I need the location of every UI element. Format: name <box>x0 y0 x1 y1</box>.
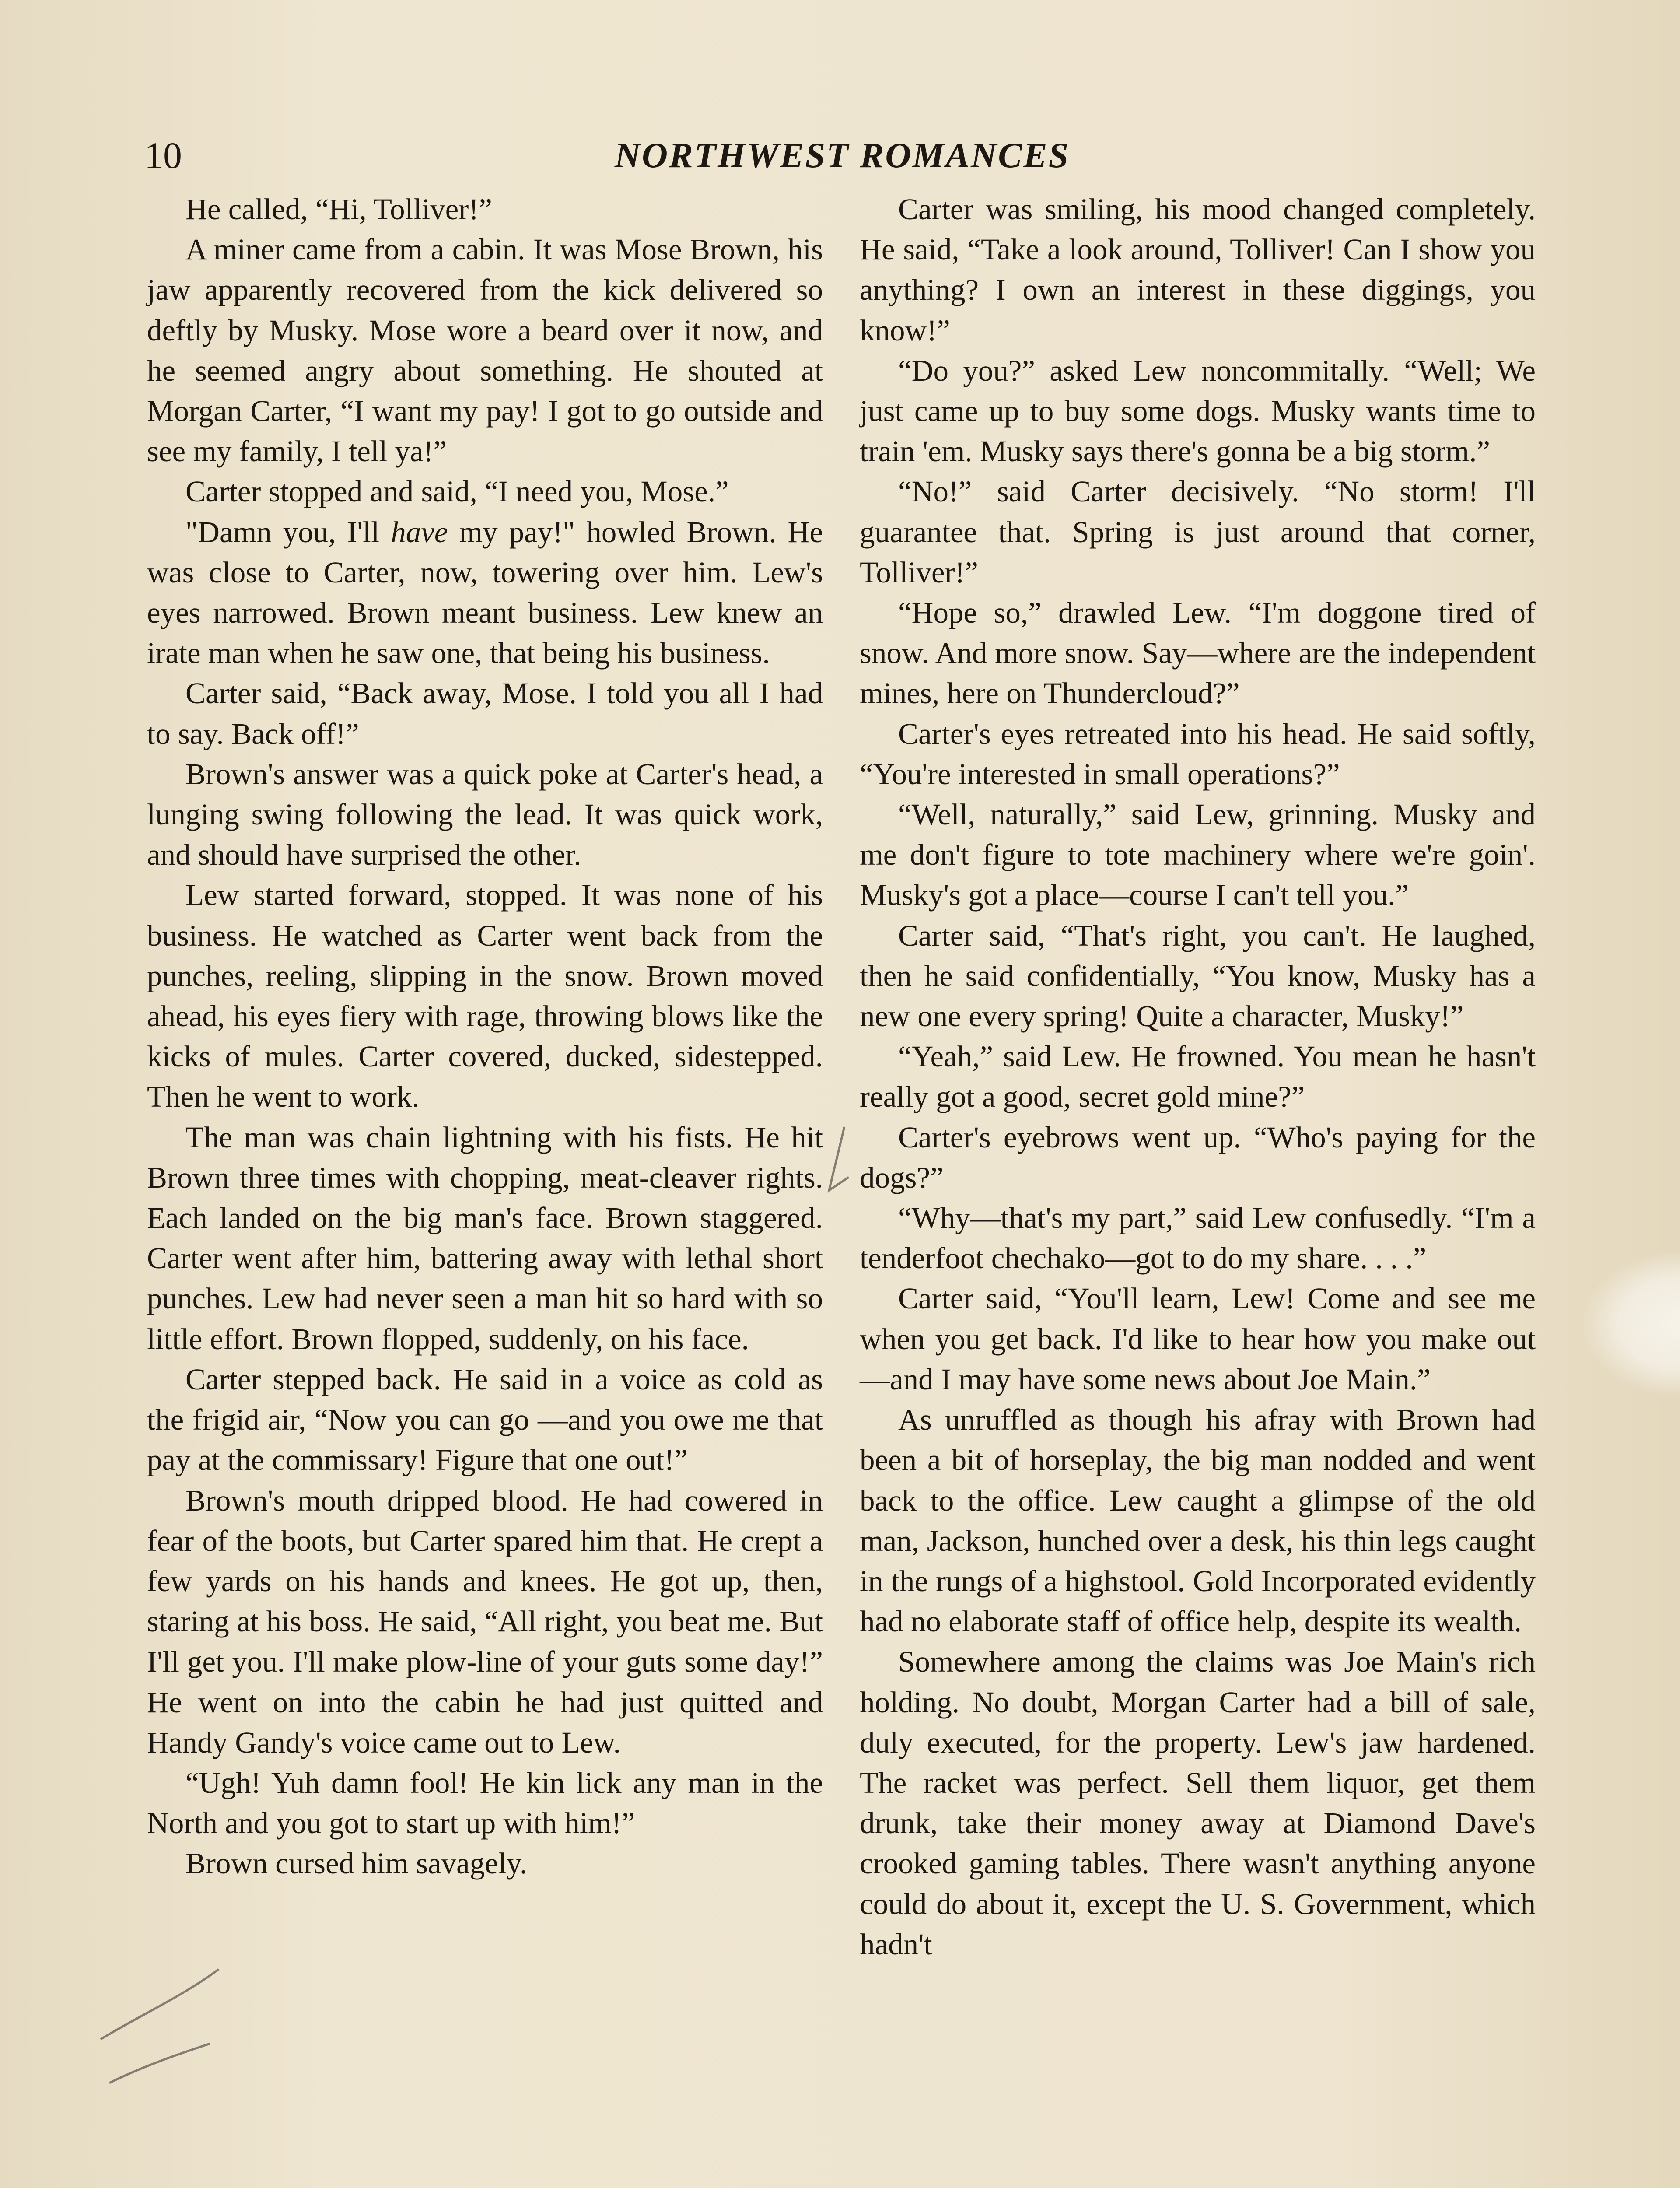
paragraph: Brown cursed him savagely. <box>186 1847 528 1880</box>
running-title: NORTHWEST ROMANCES <box>614 135 1070 175</box>
paragraph: He called, “Hi, Tolliver!” <box>186 193 492 226</box>
page-header <box>144 125 1540 186</box>
paragraph: Somewhere among the claims was Joe Main's rich holding. No doubt, Morgan Carter had a bill of sale, duly executed, for the property. Lew's jaw hardened. The racket was perfect. Sell them liquor, get them drunk, take their money away at Diamond Dave's crooked gaming tables. There wasn't anything anyone could do about it, except the U. S. Government, which hadn't <box>860 1645 1536 1961</box>
paragraph: Brown's mouth dripped blood. He had cowered in fear of the boots, but Carter spared him that. He crept a few yards on his hands and knees. He got up, then, staring at his boss. He said, “All right, you beat me. But I'll get you. I'll make plow-line of your guts some day!” He went on into the cabin he had just quitted and Handy Gandy's voice came out to Lew. <box>147 1483 823 1759</box>
paragraph: “No!” said Carter decisively. “No storm! I'll guarantee that. Spring is just around that corner, Tolliver!” <box>860 475 1536 589</box>
paragraph: “Hope so,” drawled Lew. “I'm doggone tired of snow. And more snow. Say—where are the independent mines, here on Thundercloud?” <box>860 596 1536 710</box>
paragraph: “Do you?” asked Lew noncommitally. “Well; We just came up to buy some dogs. Musky wants time to train 'em. Musky says there's gonna be a big storm.” <box>860 354 1536 468</box>
paragraph: Carter said, “You'll learn, Lew! Come and see me when you get back. I'd like to hear how you make out—and I may have some news about Joe Main.” <box>860 1282 1536 1396</box>
paragraph: As unruffled as though his afray with Brown had been a bit of horseplay, the big man nodded and went back to the office. Lew caught a glimpse of the old man, Jackson, hunched over a desk, his thin legs caught in the rungs of a highstool. Gold Incorporated evidently had no elaborate staff of office help, despite its wealth. <box>860 1403 1536 1638</box>
pencil-stroke <box>101 1969 219 2039</box>
emphasis: have <box>391 515 448 549</box>
paragraph: "Damn you, I'll have my pay!" howled Brown. He was close to Carter, now, towering over him. Lew's eyes narrowed. Brown meant business. Lew knew an irate man when he saw one, that being his business. <box>147 515 823 670</box>
pencil-stroke <box>829 1127 849 1190</box>
text-column-left <box>147 189 823 1884</box>
paragraph: Carter's eyes retreated into his head. He said softly, “You're interested in small operations?” <box>860 717 1536 791</box>
paragraph: Brown's answer was a quick poke at Carter's head, a lunging swing following the lead. It was quick work, and should have surprised the other. <box>147 757 823 872</box>
paragraph: Carter's eyebrows went up. “Who's paying for the dogs?” <box>860 1120 1536 1194</box>
paragraph: The man was chain lightning with his fists. He hit Brown three times with chopping, meat-cleaver rights. Each landed on the big man's face. Brown staggered. Carter went after him, battering away with lethal short punches. Lew had never seen a man hit so hard with so little effort. Brown flopped, suddenly, on his face. <box>147 1120 823 1356</box>
text-column-right <box>860 189 1536 1964</box>
paragraph: “Yeah,” said Lew. He frowned. You mean he hasn't really got a good, secret gold mine?” <box>860 1040 1536 1114</box>
paragraph: A miner came from a cabin. It was Mose Brown, his jaw apparently recovered from the kick delivered so deftly by Musky. Mose wore a beard over it now, and he seemed angry about something. He shouted at Morgan Carter, “I want my pay! I got to go outside and see my family, I tell ya!” <box>147 233 823 468</box>
pencil-stroke <box>109 2044 210 2083</box>
paragraph: “Why—that's my part,” said Lew confusedly. “I'm a tenderfoot chechako—got to do my share. . . .” <box>860 1201 1536 1275</box>
paragraph: Carter was smiling, his mood changed completely. He said, “Take a look around, Tolliver! Can I show you anything? I own an interest in these diggings, you know!” <box>860 193 1536 347</box>
paragraph: Lew started forward, stopped. It was none of his business. He watched as Carter went back from the punches, reeling, slipping in the snow. Brown moved ahead, his eyes fiery with rage, throwing blows like the kicks of mules. Carter covered, ducked, sidestepped. Then he went to work. <box>147 878 823 1114</box>
paragraph: Carter stepped back. He said in a voice as cold as the frigid air, “Now you can go —and you owe me that pay at the commissary! Figure that one out!” <box>147 1362 823 1477</box>
paragraph: “Ugh! Yuh damn fool! He kin lick any man in the North and you got to start up with him!” <box>147 1766 823 1840</box>
page-tear <box>1584 1252 1680 1396</box>
paragraph: Carter said, “Back away, Mose. I told you all I had to say. Back off!” <box>147 677 823 750</box>
page-number: 10 <box>144 134 182 176</box>
paragraph: Carter said, “That's right, you can't. He laughed, then he said confidentially, “You know, Musky has a new one every spring! Quite a character, Musky!” <box>860 919 1536 1033</box>
paragraph: Carter stopped and said, “I need you, Mose.” <box>186 475 729 508</box>
paragraph: “Well, naturally,” said Lew, grinning. Musky and me don't figure to tote machinery where we're goin'. Musky's got a place—course I can't tell you.” <box>860 798 1536 912</box>
